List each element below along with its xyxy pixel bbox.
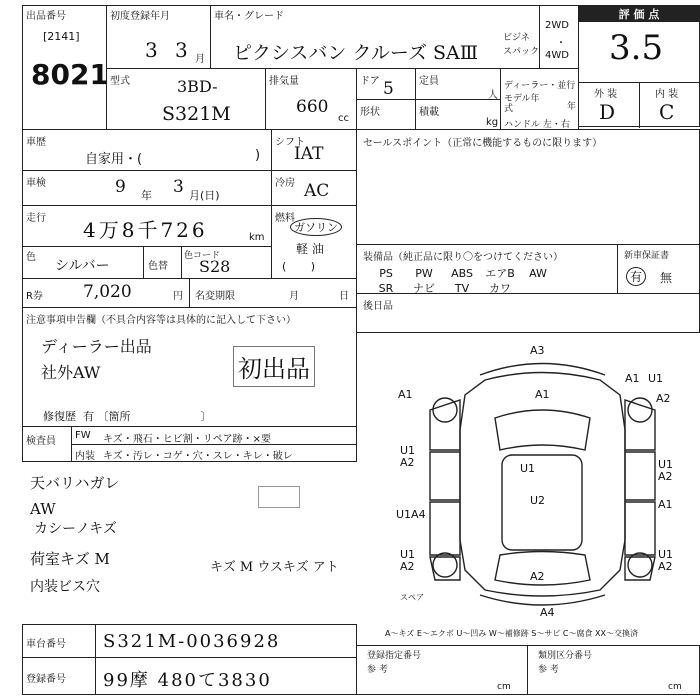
recycle-label: R券: [26, 291, 43, 302]
later-label: 後日品: [363, 301, 393, 312]
displacement-value: 660: [296, 97, 329, 117]
color-label: 色: [26, 252, 36, 263]
drive-2wd: 2WD: [545, 20, 569, 31]
model-prefix: 3BD-: [177, 77, 218, 96]
inspector-line5: 内装ビス穴: [30, 579, 100, 595]
model-cell: [106, 68, 266, 130]
capacity-unit: 人: [488, 90, 498, 101]
notes-cell: [22, 307, 357, 427]
equip-tv: TV: [454, 282, 470, 295]
model-value: S321M: [162, 103, 231, 125]
diagram-mark: A2: [658, 470, 673, 483]
diagram-mark: U1: [658, 548, 674, 561]
history-close: ): [255, 148, 261, 163]
fuel-label: 燃料: [275, 213, 295, 224]
diagram-mark: A1: [625, 372, 640, 385]
color-recolor-label: 色替: [148, 261, 168, 272]
color-code-label: 色コード: [184, 251, 221, 261]
inspection-month: 3: [173, 177, 184, 197]
diagram-mark: A1: [398, 388, 413, 401]
first-reg-month-unit: 月: [195, 54, 205, 65]
car-name-note1: ビジネ: [503, 33, 530, 43]
notes-repair: 修復歴 有 〔箇所 〕: [43, 410, 212, 423]
mileage-unit: km: [249, 232, 265, 243]
equip-aw: AW: [529, 267, 547, 280]
shape-label: 形状: [360, 107, 380, 118]
diagram-mark: A2: [400, 456, 415, 469]
reg-cat-sub: 参 考: [538, 665, 559, 675]
warranty-no: 無: [660, 271, 673, 285]
diagram-mark: A3: [530, 344, 545, 357]
model-label: 型式: [110, 76, 130, 87]
drive-cell: [539, 5, 579, 69]
diagram-spare-label: スペア: [400, 593, 424, 602]
inspector-int-items: キズ・汚レ・コゲ・穴・スレ・キレ・破レ: [103, 451, 293, 462]
score-int: C: [659, 100, 675, 124]
reg-cat-cm: cm: [668, 682, 682, 692]
inspection-year-unit: 年: [141, 189, 152, 202]
cat-cell: [527, 645, 700, 695]
inspector-line1: 天バリハガレ: [30, 474, 120, 492]
reg-cell: [22, 657, 357, 695]
inspector-line4: 荷室キズ M: [30, 550, 110, 568]
lot-bracket: [2141]: [43, 30, 80, 43]
recycle-month-unit: 月: [289, 291, 299, 302]
chassis-label: 車台番号: [26, 639, 66, 650]
equip-abs: ABS: [451, 267, 473, 280]
doors-label: ドア: [360, 76, 380, 87]
notes-line1: ディーラー出品: [41, 337, 152, 356]
equip-airbag: エアB: [485, 267, 515, 280]
load-label: 積載: [419, 107, 439, 118]
inspector-line6: キズ M ウスキズ アト: [210, 560, 339, 575]
inspector-line2: AW: [30, 500, 56, 518]
diagram-mark: A2: [658, 560, 673, 573]
shift-label: シフト: [275, 137, 305, 148]
reg-label: 登録番号: [26, 674, 66, 685]
equipment-cell: [356, 244, 618, 294]
later-cell: [356, 293, 700, 333]
diagram-mark: A2: [530, 570, 545, 583]
recycle-cell: [22, 278, 357, 308]
dealer-model-year: モデル年式: [504, 94, 540, 114]
diagram-legend: A～キズ E～エクボ U～凹み W～補修跡 S～サビ C～腐食 XX～交換済: [385, 629, 639, 638]
car-diagram: [390, 340, 695, 620]
warranty-yes: 有: [626, 267, 646, 286]
equipment-label: 装備品（純正品に限り〇をつけてください）: [363, 252, 563, 263]
doors-value: 5: [383, 79, 394, 99]
equip-leather: カワ: [489, 282, 511, 295]
diagram-mark: U1: [520, 462, 536, 475]
first-reg-label: 初度登録年月: [110, 11, 170, 22]
car-name-note2: スパック: [503, 47, 540, 57]
fuel-paren: ( ): [282, 260, 316, 273]
inspection-cell: [22, 170, 272, 206]
recycle-day-unit: 日: [339, 291, 349, 302]
capacity-label: 定員: [419, 76, 439, 87]
score-ext: D: [599, 100, 616, 124]
color-code: S28: [199, 257, 231, 276]
color-cell: [22, 246, 272, 279]
recycle-unit: 円: [173, 291, 183, 302]
notes-label: 注意事項申告欄（不具合内容等は具体的に記入して下さい）: [26, 315, 296, 326]
first-reg-month: 3: [175, 38, 188, 62]
car-name-value: ピクシスバン クルーズ SAⅢ: [233, 42, 479, 64]
first-listing-stamp: 初出品: [233, 346, 315, 387]
lot-label: 出品番号: [26, 11, 66, 22]
dealer-label: ディーラー・並行: [504, 81, 576, 91]
reg-cat-label: 類別区分番号: [538, 651, 593, 661]
displacement-unit: cc: [338, 113, 349, 124]
reg-ref-sub: 参 考: [367, 665, 388, 675]
inspection-month-unit: 月(日): [189, 189, 220, 202]
lot-number: 8021: [31, 58, 109, 91]
dealer-year-unit: 年: [567, 102, 577, 112]
displacement-cell: [265, 68, 357, 130]
inspector-int-label: 内装: [75, 451, 95, 462]
warranty-label: 新車保証書: [624, 251, 670, 261]
diagram-mark: A2: [656, 392, 671, 405]
reg-ref-cm: cm: [497, 682, 511, 692]
first-reg-year: 3: [145, 38, 158, 62]
recycle-deadline-label: 名変期限: [195, 291, 235, 302]
reg-ref-label: 登録指定番号: [367, 651, 422, 661]
dealer-handle: ハンドル 左・右: [504, 120, 570, 130]
ac-label: 冷房: [275, 178, 295, 189]
car-name-cell: [210, 5, 540, 69]
mileage-label: 走行: [26, 213, 46, 224]
score-int-label: 内 装: [655, 89, 679, 100]
inspector-header: [22, 426, 357, 462]
shape-cell: [356, 99, 416, 130]
inspection-label: 車検: [26, 178, 46, 189]
diagram-mark: U2: [530, 494, 546, 507]
equip-sr: SR: [378, 282, 394, 295]
diagram-mark: U1A4: [396, 508, 426, 521]
shift-cell: [271, 129, 357, 171]
score-cell: [578, 5, 700, 127]
history-label: 車歴: [26, 137, 46, 148]
inspector-fw-label: FW: [75, 430, 91, 441]
inspector-stamp: [258, 486, 300, 508]
displacement-label: 排気量: [269, 76, 299, 87]
ref-cell: [356, 645, 528, 695]
score-ext-label: 外 装: [594, 89, 618, 100]
first-reg-cell: [106, 5, 211, 69]
chassis-value: S321M-0036928: [103, 631, 281, 652]
recycle-value: 7,020: [83, 282, 132, 302]
color-value: シルバー: [55, 258, 110, 274]
fuel-cell: [271, 205, 357, 279]
diagram-mark: U1: [658, 458, 674, 471]
ac-value: AC: [304, 181, 330, 201]
history-cell: [22, 129, 272, 171]
diagram-mark: A2: [400, 560, 415, 573]
diagram-mark: U1: [400, 444, 416, 457]
capacity-cell: [415, 68, 501, 100]
warranty-cell: [617, 244, 700, 294]
reg-value: 99摩 480て3830: [103, 670, 272, 691]
equip-ps: PS: [379, 267, 393, 280]
load-unit: kg: [486, 117, 499, 128]
diagram-mark: A1: [535, 388, 550, 401]
lot-cell: [22, 5, 107, 130]
inspector-line3: カシーノキズ: [34, 521, 117, 537]
sales-point-cell: [356, 129, 700, 245]
score-value: 3.5: [609, 28, 664, 68]
inspection-year: 9: [115, 177, 126, 197]
doors-cell: [356, 68, 416, 100]
mileage-value: 4万8千726: [83, 218, 208, 242]
diagram-mark: A4: [540, 606, 555, 619]
dealer-cell: [500, 68, 579, 130]
car-name-label: 車名・グレード: [214, 11, 284, 22]
notes-line2: 社外AW: [41, 363, 101, 382]
sales-point-label: セールスポイント（正常に機能するものに限ります）: [363, 138, 603, 149]
fuel-gas: ガソリン: [290, 218, 342, 236]
load-cell: [415, 99, 501, 130]
inspector-label: 検査員: [26, 436, 56, 447]
shift-value: IAT: [294, 144, 324, 164]
diagram-mark: A1: [658, 498, 673, 511]
equip-navi: ナビ: [413, 282, 435, 295]
chassis-cell: [22, 624, 357, 658]
mileage-cell: [22, 205, 272, 247]
ac-cell: [271, 170, 357, 206]
diagram-mark: U1: [400, 548, 416, 561]
drive-dot: ・: [556, 38, 566, 49]
fuel-diesel: 軽 油: [296, 242, 324, 256]
history-value: 自家用・(: [85, 152, 143, 167]
inspector-fw-items: キズ・飛石・ヒビ割・リペア跡・×要: [103, 434, 271, 445]
drive-4wd: 4WD: [545, 50, 569, 61]
score-label: 評 価 点: [579, 6, 699, 22]
diagram-mark: U1: [648, 372, 664, 385]
equip-pw: PW: [415, 267, 433, 280]
